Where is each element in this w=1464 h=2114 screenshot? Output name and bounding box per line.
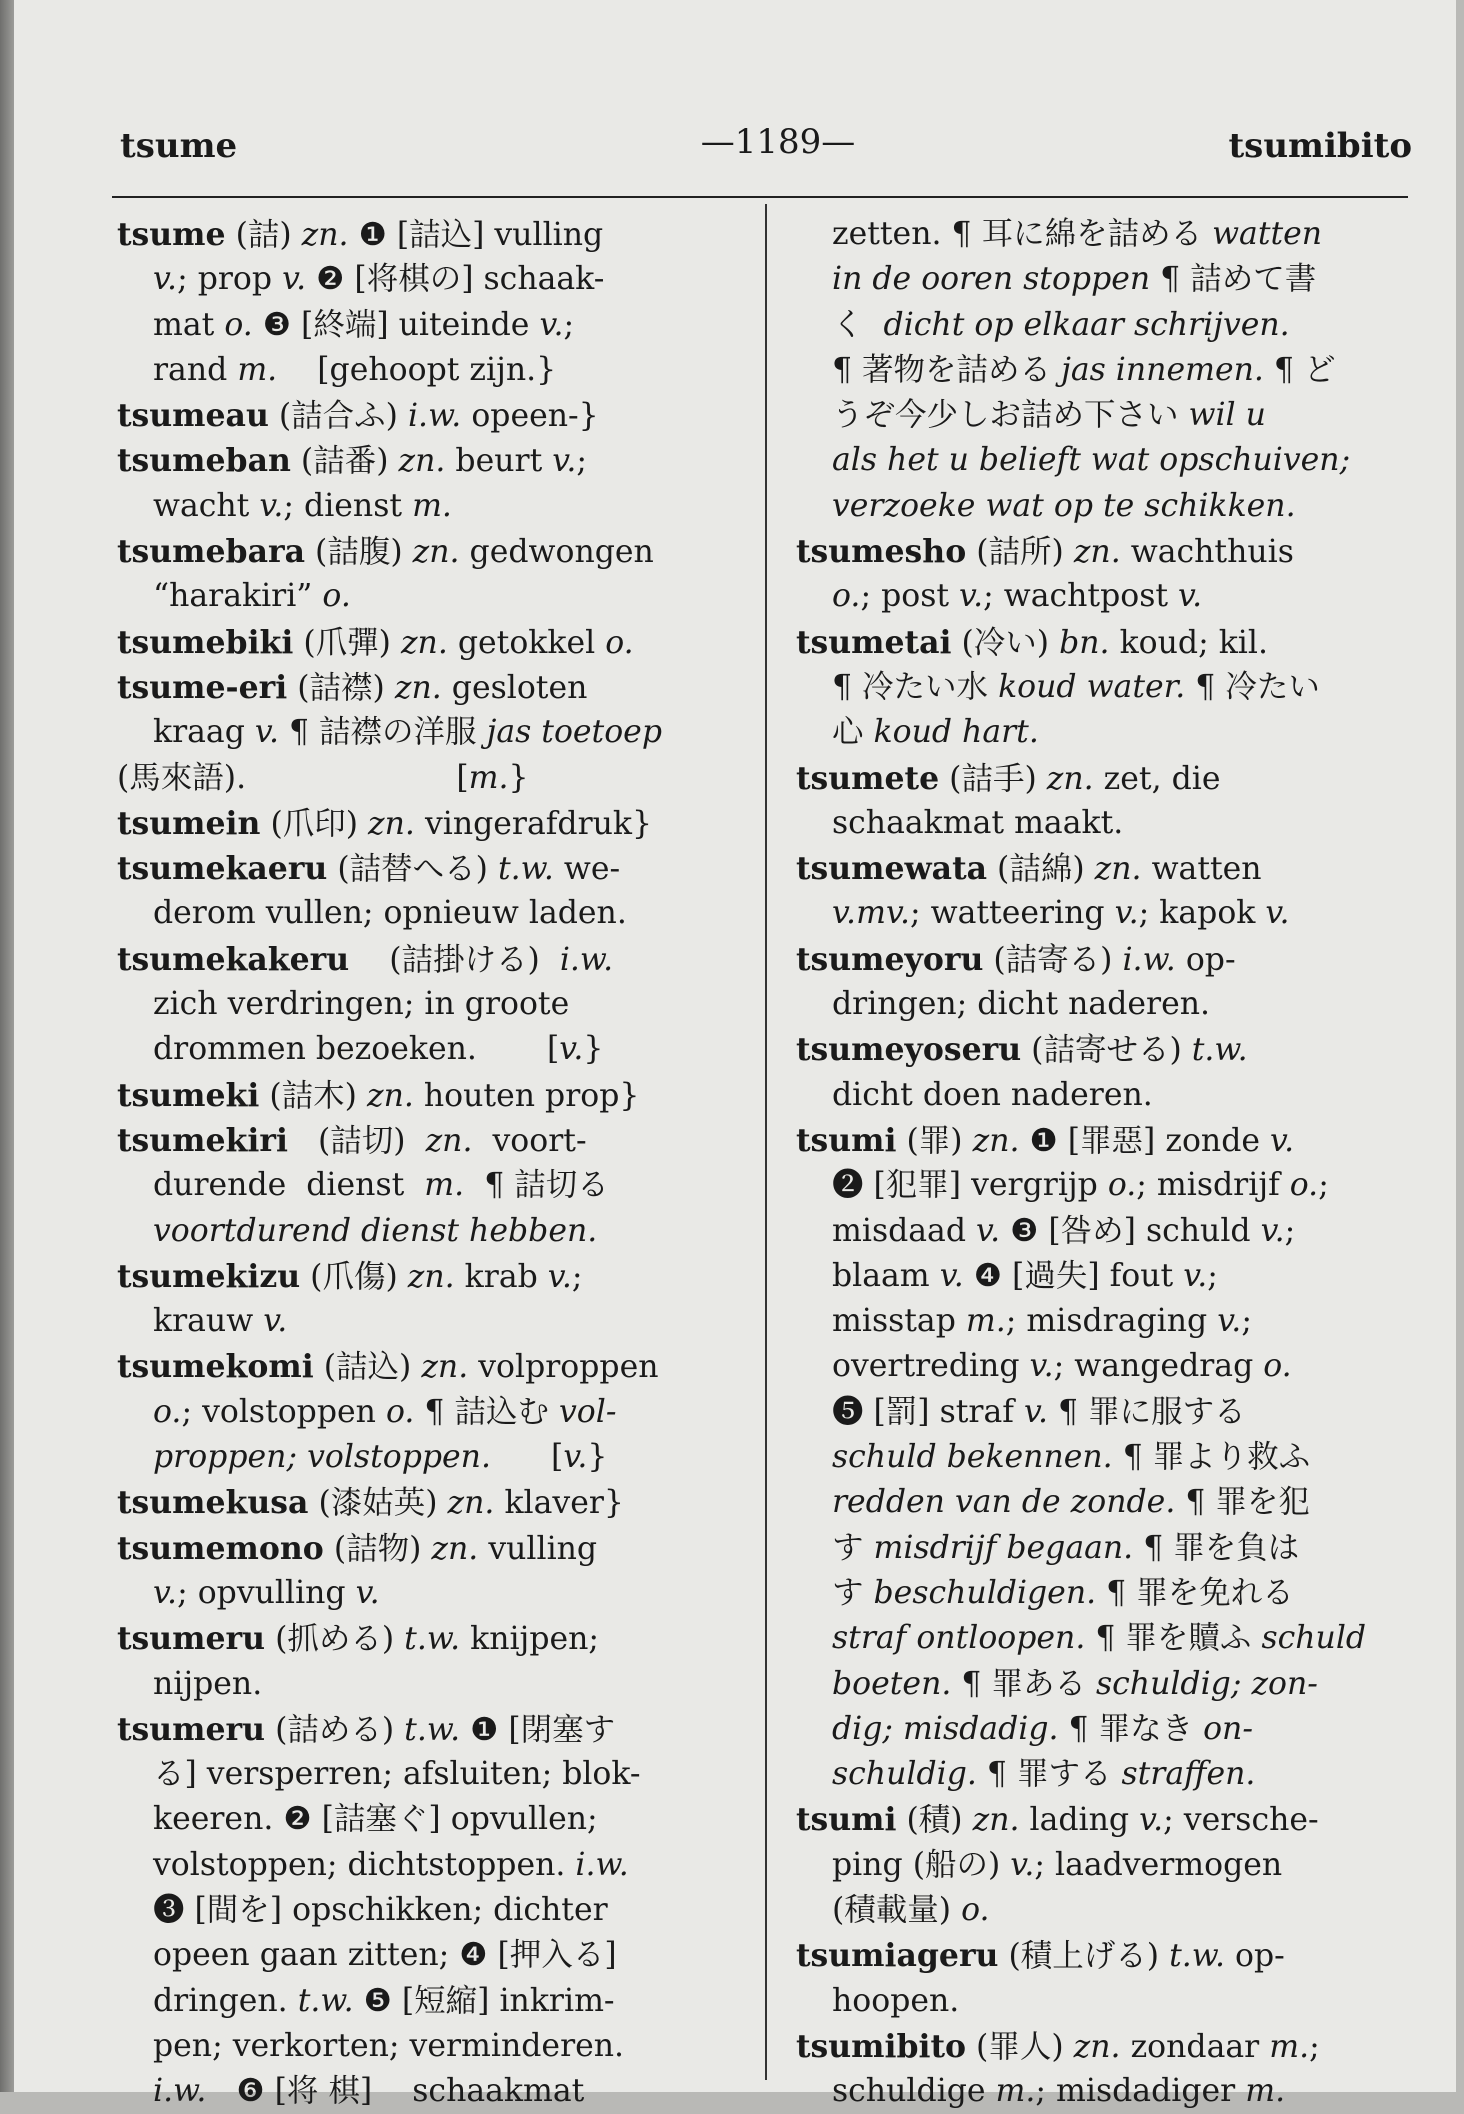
entry-line: す beschuldigen. ¶ 罪を免れる <box>832 1574 1294 1611</box>
entry-line: misdaad v. ❸ [咎め] schuld v.; <box>832 1212 1296 1249</box>
entry-line: opeen gaan zitten; ❹ [押入る] <box>153 1937 617 1974</box>
entry-line: nijpen. <box>153 1665 263 1702</box>
entry-line: dig; misdadig. ¶ 罪なき on- <box>832 1710 1253 1747</box>
entry-line: ❺ [罰] straf v. ¶ 罪に服する <box>832 1393 1246 1430</box>
entry-line: tsumetai (冷い) bn. koud; kil. <box>796 623 1268 661</box>
entry-line: ¶ 著物を詰める jas innemen. ¶ ど <box>832 351 1336 388</box>
entry-line: v.mv.; watteering v.; kapok v. <box>832 895 1290 932</box>
entry-line: zetten. ¶ 耳に綿を詰める watten <box>832 216 1323 252</box>
entry-line: tsumekizu (爪傷) zn. krab v.; <box>117 1257 583 1295</box>
entry-line: wacht v.; dienst m. <box>153 487 452 524</box>
entry-line: dringen. t.w. ❺ [短縮] inkrim- <box>153 1982 615 2019</box>
entry-line: als het u belieft wat opschuiven; <box>832 442 1351 479</box>
entry-line: tsumekusa (漆姑英) zn. klaver} <box>117 1484 624 1522</box>
entry-line: keeren. ❷ [詰塞ぐ] opvullen; <box>153 1801 598 1838</box>
entry-line: krauw v. <box>153 1303 288 1340</box>
left-running-head: tsume <box>120 126 238 166</box>
entry-line: dringen; dicht naderen. <box>832 986 1211 1023</box>
entry-line: tsumeru (詰める) t.w. ❶ [閉塞す <box>117 1710 616 1748</box>
column-divider <box>765 204 767 2080</box>
entry-line: ¶ 冷たい水 koud water. ¶ 冷たい <box>832 668 1320 705</box>
entry-line: “harakiri” o. <box>153 578 351 615</box>
entry-line: tsumeyoseru (詰寄せる) t.w. <box>796 1031 1248 1069</box>
entry-line: る] versperren; afsluiten; blok- <box>153 1756 641 1793</box>
entry-line: zich verdringen; in groote <box>153 986 570 1023</box>
entry-line: tsume-eri (詰襟) zn. gesloten <box>117 668 588 706</box>
entry-line: tsumi (積) zn. lading v.; versche- <box>796 1801 1319 1839</box>
left-column <box>117 212 737 2114</box>
entry-line: dicht doen naderen. <box>832 1076 1153 1113</box>
entry-line: boeten. ¶ 罪ある schuldig; zon- <box>832 1665 1318 1702</box>
entry-line: verzoeke wat op te schikken. <box>832 487 1296 524</box>
entry-line: tsumi (罪) zn. ❶ [罪惡] zonde v. <box>796 1121 1295 1159</box>
entry-line: overtreding v.; wangedrag o. <box>832 1348 1292 1385</box>
right-running-head: tsumibito <box>1228 126 1412 166</box>
entry-line: pen; verkorten; verminderen. <box>153 2027 625 2064</box>
page-number: —1189— <box>700 122 856 162</box>
entry-line: tsumeyoru (詰寄る) i.w. op- <box>796 940 1236 978</box>
entry-line: straf ontloopen. ¶ 罪を贖ふ schuld <box>832 1620 1367 1657</box>
entry-line: うぞ今少しお詰め下さい wil u <box>832 397 1266 434</box>
entry-line: hoopen. <box>832 1982 960 2019</box>
right-column <box>796 212 1406 2114</box>
entry-line: redden van de zonde. ¶ 罪を犯 <box>832 1484 1310 1521</box>
entry-line: schuldig. ¶ 罪する straffen. <box>832 1756 1256 1793</box>
entry-line: schuld bekennen. ¶ 罪より救ふ <box>832 1439 1311 1476</box>
entry-line: blaam v. ❹ [過失] fout v.; <box>832 1257 1218 1294</box>
entry-line: tsumein (爪印) zn. vingerafdruk} <box>117 804 653 842</box>
entry-line: tsumeru (抓める) t.w. knijpen; <box>117 1620 600 1658</box>
entry-line: 心 koud hart. <box>832 714 1039 751</box>
entry-line: tsumete (詰手) zn. zet, die <box>796 759 1221 797</box>
entry-line: tsumemono (詰物) zn. vulling <box>117 1529 598 1567</box>
entry-line: mat o. ❸ [終端] uiteinde v.; <box>153 306 575 343</box>
entry-line: ❸ [間を] opschikken; dichter <box>153 1891 608 1928</box>
entry-line: tsumebara (詰腹) zn. gedwongen <box>117 533 654 571</box>
entry-line: tsumesho (詰所) zn. wachthuis <box>796 533 1294 571</box>
entry-line: tsumibito (罪人) zn. zondaar m.; <box>796 2027 1320 2065</box>
entry-line: ping (船の) v.; laadvermogen <box>832 1846 1283 1883</box>
entry-line: rand m. [gehoopt zijn.} <box>153 351 557 388</box>
entry-line: v.; opvulling v. <box>153 1574 380 1611</box>
entry-line: tsumeki (詰木) zn. houten prop} <box>117 1076 640 1114</box>
entry-line: durende dienst m. ¶ 詰切る <box>153 1167 609 1204</box>
entry-line: v.; prop v. ❷ [将棋の] schaak- <box>153 261 605 298</box>
entry-line: derom vullen; opnieuw laden. <box>153 895 627 932</box>
entry-line: tsumekaeru (詰替へる) t.w. we- <box>117 850 621 888</box>
entry-line: o.; volstoppen o. ¶ 詰込む vol- <box>153 1393 617 1430</box>
entry-line: tsumekakeru (詰掛ける) i.w. <box>117 940 614 978</box>
entry-line: tsumeau (詰合ふ) i.w. opeen-} <box>117 397 599 435</box>
entry-line: tsumekiri (詰切) zn. voort- <box>117 1121 587 1159</box>
entry-line: schuldige m.; misdadiger m. <box>832 2073 1286 2110</box>
entry-line: tsumebiki (爪彈) zn. getokkel o. <box>117 623 634 661</box>
entry-line: tsumiageru (積上げる) t.w. op- <box>796 1937 1285 1975</box>
entry-line: tsumekomi (詰込) zn. volproppen <box>117 1348 659 1386</box>
page-header <box>108 122 1412 172</box>
entry-line: voortdurend dienst hebben. <box>153 1212 598 1249</box>
entry-line: volstoppen; dichtstoppen. i.w. <box>153 1846 629 1883</box>
entry-line: ❷ [犯罪] vergrijp o.; misdrijf o.; <box>832 1167 1329 1204</box>
book-binding-edge <box>0 0 14 2092</box>
entry-line: (積載量) o. <box>832 1891 990 1928</box>
entry-line: tsume (詰) zn. ❶ [詰込] vulling <box>117 216 604 253</box>
entry-line: (馬來語). [m.} <box>117 759 529 796</box>
entry-line: drommen bezoeken. [v.} <box>153 1031 604 1068</box>
entry-line: tsumewata (詰綿) zn. watten <box>796 850 1262 888</box>
entry-line: す misdrijf begaan. ¶ 罪を負は <box>832 1529 1300 1566</box>
entry-line: misstap m.; misdraging v.; <box>832 1303 1252 1340</box>
entry-line: in de ooren stoppen ¶ 詰めて書 <box>832 261 1317 298</box>
entry-line: i.w. ❻ [将 棋] schaakmat <box>153 2073 585 2110</box>
entry-line: proppen; volstoppen. [v.} <box>153 1439 608 1476</box>
entry-line: kraag v. ¶ 詰襟の洋服 jas toetoep <box>153 714 662 751</box>
header-rule <box>112 196 1408 198</box>
entry-line: く dicht op elkaar schrijven. <box>832 306 1290 343</box>
entry-line: tsumeban (詰番) zn. beurt v.; <box>117 442 587 480</box>
entry-line: o.; post v.; wachtpost v. <box>832 578 1203 615</box>
entry-line: schaakmat maakt. <box>832 804 1124 841</box>
